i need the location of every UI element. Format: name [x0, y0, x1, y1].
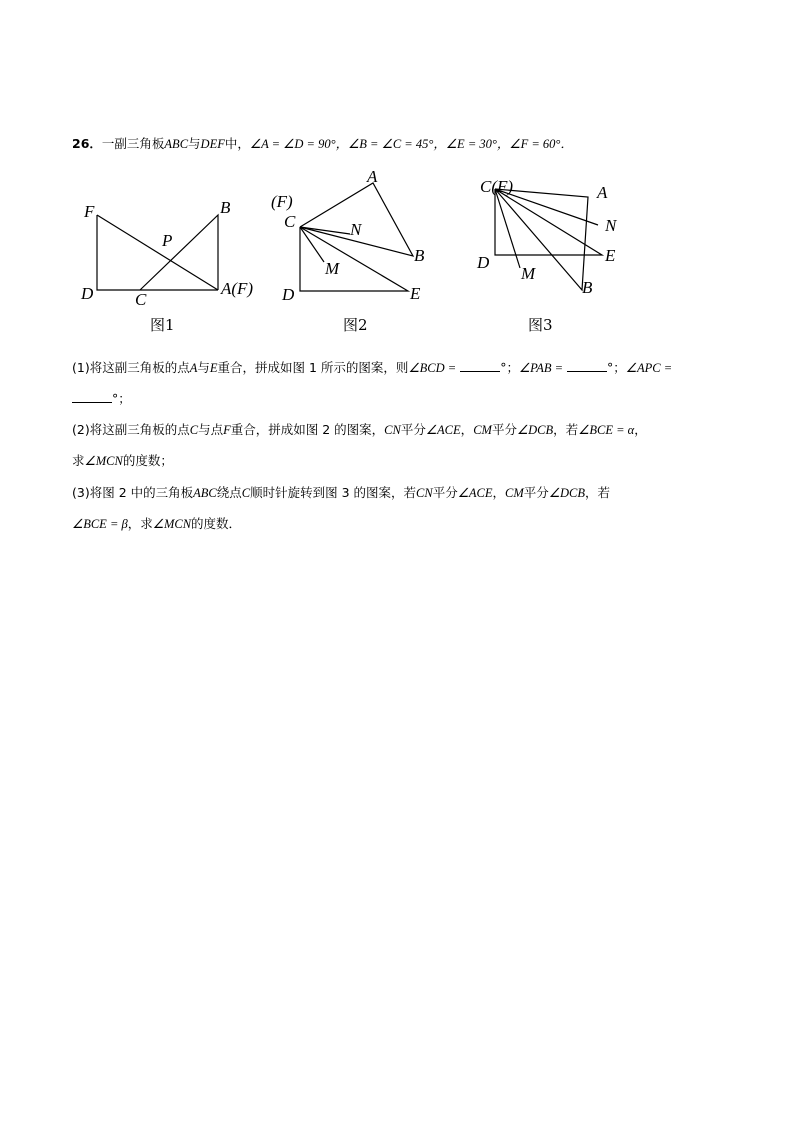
figure-3-lines	[495, 189, 602, 290]
fig1-label-c: C	[135, 290, 147, 309]
figures-diagram	[70, 165, 670, 340]
question-stem: 26．一副三角板ABC与DEF中，∠A = ∠D = 90°，∠B = ∠C = 45°，∠E = 30°，∠F = 60°．	[72, 136, 573, 151]
part-2-line-2: 求∠MCN的度数；	[72, 453, 173, 468]
fig2-label-d: D	[282, 285, 295, 304]
part-3-line-1: (3)将图 2 中的三角板ABC绕点C顺时针旋转到图 3 的图案，若CN平分∠ACE，CM平分∠DCB，若	[72, 485, 611, 500]
fig3-label-a: A	[597, 183, 608, 202]
figure-1-lines	[97, 215, 218, 290]
fig1-label-p: P	[162, 231, 173, 250]
fig1-caption: 图1	[150, 316, 175, 334]
fig2-label-f: (F)	[271, 192, 293, 211]
answer-blank-apc[interactable]	[72, 390, 112, 403]
fig2-label-b: B	[414, 246, 425, 265]
fig2-label-m: M	[325, 259, 340, 278]
fig2-label-e: E	[410, 284, 421, 303]
part-1-line-2: °；	[72, 390, 131, 407]
answer-blank-bcd[interactable]	[460, 359, 500, 372]
fig1-label-f: F	[84, 202, 95, 221]
fig2-label-c: C	[284, 212, 296, 231]
fig3-label-n: N	[605, 216, 617, 235]
fig1-label-b: B	[220, 198, 231, 217]
part-1-line-1: (1)将这副三角板的点A与E重合，拼成如图 1 所示的图案，则∠BCD = °；∠PAB = °；∠APC =	[72, 360, 673, 375]
fig3-label-m: M	[521, 264, 536, 283]
angle-conditions: ∠A = ∠D = 90°，∠B = ∠C = 45°，∠E = 30°，∠F = 60°．	[249, 137, 573, 151]
fig3-label-e: E	[605, 246, 616, 265]
fig3-label-b: B	[582, 278, 593, 297]
part-3-line-2: ∠BCE = β，求∠MCN的度数．	[72, 516, 242, 531]
fig3-label-d: D	[477, 253, 490, 272]
fig3-label-cf: C(F)	[480, 177, 514, 196]
question-number: 26．	[72, 136, 102, 151]
fig1-label-d: D	[81, 284, 94, 303]
part-2-line-1: (2)将这副三角板的点C与点F重合，拼成如图 2 的图案，CN平分∠ACE，CM平分∠DCB，若∠BCE = α，	[72, 422, 647, 437]
fig2-label-n: N	[350, 220, 362, 239]
fig1-label-af: A(F)	[221, 279, 254, 298]
fig2-caption: 图2	[343, 316, 368, 334]
fig2-label-a: A	[367, 167, 378, 186]
answer-blank-pab[interactable]	[567, 359, 607, 372]
fig3-caption: 图3	[528, 316, 553, 334]
